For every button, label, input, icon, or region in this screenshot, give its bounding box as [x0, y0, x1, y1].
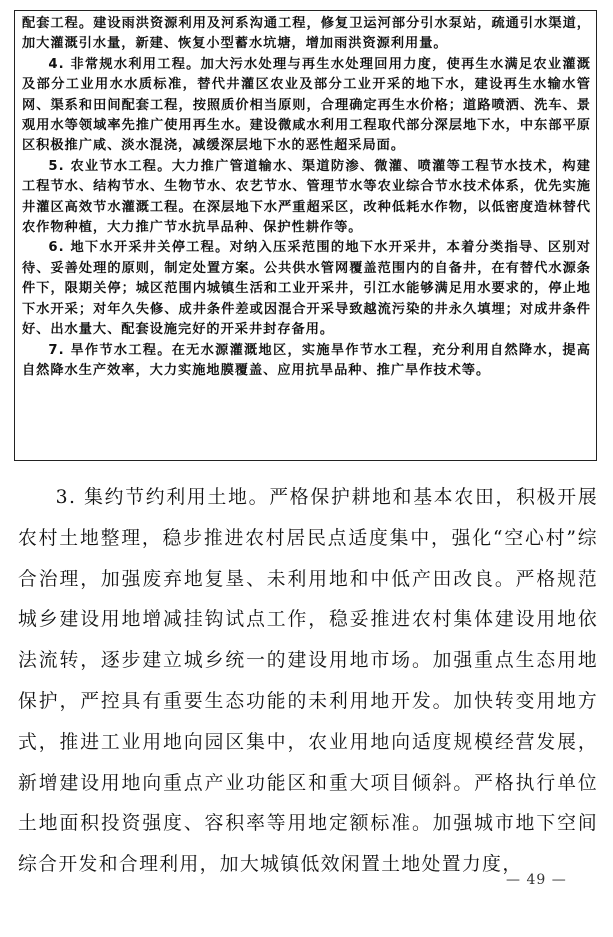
box-paragraph-agricultural-water-saving: 5. 农业节水工程。大力推广管道输水、渠道防渗、微灌、喷灌等工程节水技术，构建工程节水、结构节水、生物节水、农艺节水、管理节水等农业综合节水技术体系，优先实施井灌区高效节水灌溉工程。在深层地下水严重超采区，改种低耗水作物，以低密度造林替代农作物种植，大力推广节水抗旱品种、保护性耕作等。: [22, 158, 591, 236]
box-paragraph-continuation: 配套工程。建设雨洪资源利用及河系沟通工程，修复卫运河部分引水泵站，疏通引水渠道，加大灌溉引水量，新建、恢复小型蓄水坑塘，增加雨洪资源利用量。: [22, 16, 591, 52]
page-number: — 49 —: [506, 872, 567, 888]
box-paragraph-nonconventional-water: 4. 非常规水利用工程。加大污水处理与再生水处理回用力度，使再生水满足农业灌溉及部分工业用水水质标准，替代井灌区农业及部分工业开采的地下水，建设再生水输水管网、渠系和田间配套工程，按照质价相当原则，合理确定再生水价格；道路喷洒、洗车、景观用水等领域率先推广使用再生水。建设微咸水利用工程取代部分深层地下水，中东部平原区积极推广咸、淡水混浇，减缓深层地下水的恶性超采局面。: [22, 56, 591, 154]
body-paragraph-land-use: 3. 集约节约利用土地。严格保护耕地和基本农田，积极开展农村土地整理，稳步推进农村居民点适度集中，强化“空心村”综合治理，加强废弃地复垦、未利用地和中低产田改良。严格规范城乡建设用地增减挂钩试点工作，稳妥推进农村集体建设用地依法流转，逐步建立城乡统一的建设用地市场。加强重点生态用地保护，严控具有重要生态功能的未利用地开发。加快转变用地方式，推进工业用地向园区集中，农业用地向适度规模经营发展，新增建设用地向重点产业功能区和重大项目倾斜。严格执行单位土地面积投资强度、容积率等用地定额标准。加强城市地下空间综合开发和合理利用，加大城镇低效闲置土地处置力度，: [18, 487, 598, 876]
box-paragraph-dryland-water-saving: 7. 旱作节水工程。在无水源灌溉地区，实施旱作节水工程，充分利用自然降水，提高自然降水生产效率，大力实施地膜覆盖、应用抗旱品种、推广旱作技术等。: [22, 342, 591, 378]
box-paragraph-well-closure: 6. 地下水开采井关停工程。对纳入压采范围的地下水开采井，本着分类指导、区别对待、妥善处理的原则，制定处置方案。公共供水管网覆盖范围内的自备井，在有替代水源条件下，限期关停；城区范围内城镇生活和工业开采井，引江水能够满足用水要求的，停止地下水开采；对年久失修、成井条件差或因混合开采导致越流污染的井永久填埋；对成井条件好、出水量大、配套设施完好的开采井封存备用。: [22, 240, 591, 338]
main-body-text: [18, 478, 598, 886]
bordered-text-box: [14, 10, 597, 461]
